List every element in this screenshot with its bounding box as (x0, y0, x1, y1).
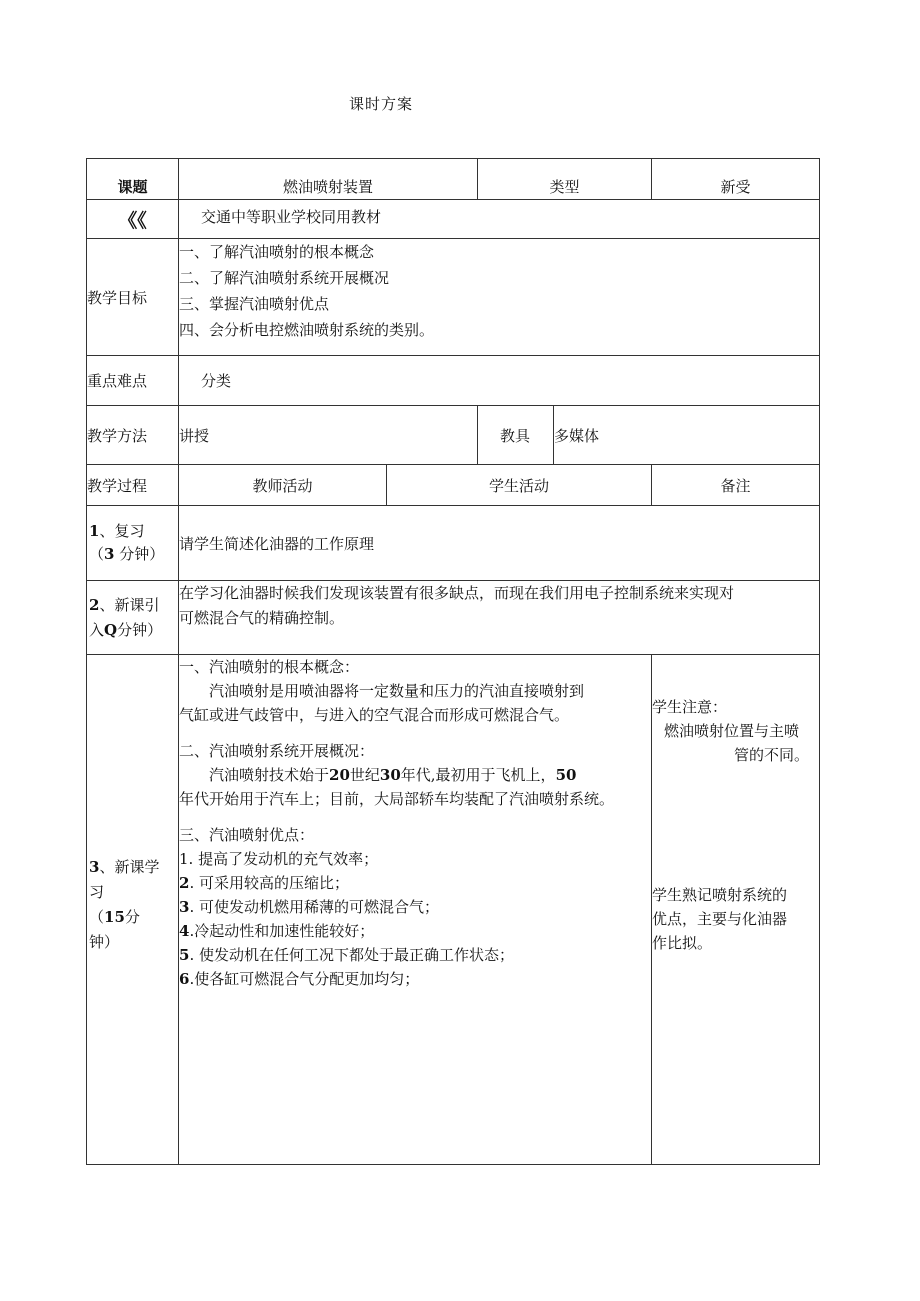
lesson-plan-table (86, 158, 820, 1165)
objective-item: 四、会分析电控燃油喷射系统的类别。 (179, 321, 435, 339)
type-value: 新受 (652, 159, 820, 200)
section-2-title: 二、汽油喷射系统开展概况： (179, 742, 375, 760)
topic-value: 燃油喷射装置 (179, 159, 478, 200)
row-method (87, 406, 820, 465)
row-intro (87, 581, 820, 655)
row-process-header (87, 465, 820, 506)
teacher-activity-header: 教师活动 (179, 465, 387, 506)
intro-label: 2、新课引 入Q分钟） (87, 581, 179, 655)
student-activity-header: 学生活动 (387, 465, 652, 506)
note-2: 学生熟记喷射系统的 优点，主要与化油器 作比拟。 (652, 886, 788, 952)
process-label: 教学过程 (87, 465, 179, 506)
advantage-item: 5. 使发动机在任何工况下都处于最正确工作状态； (179, 946, 514, 964)
keypoints-label: 重点难点 (87, 356, 179, 406)
objectives-list (179, 239, 820, 356)
row-topic (87, 159, 820, 200)
advantage-item: 6.使各缸可燃混合气分配更加均匀； (179, 970, 420, 988)
row-textbook (87, 200, 820, 239)
method-label: 教学方法 (87, 406, 179, 465)
row-new-lesson (87, 655, 820, 1165)
keypoints-value: 分类 (179, 356, 820, 406)
document-title: 课时方案 (349, 95, 414, 113)
advantage-item: 2. 可采用较高的压缩比； (179, 874, 349, 892)
row-review (87, 506, 820, 581)
tool-value: 多媒体 (554, 406, 820, 465)
row-keypoints (87, 356, 820, 406)
method-value: 讲授 (179, 406, 478, 465)
type-label: 类型 (478, 159, 652, 200)
advantage-item: 4.冷起动性和加速性能较好； (179, 922, 375, 940)
section-3-title: 三、汽油喷射优点： (179, 826, 315, 844)
advantage-item: 1. 提高了发动机的充气效率； (179, 850, 379, 868)
tool-label: 教具 (478, 406, 554, 465)
objective-item: 三、掌握汽油喷射优点 (179, 295, 330, 313)
note-header: 备注 (652, 465, 820, 506)
newlesson-content: 一、汽油喷射的根本概念： 汽油喷射是用喷油器将一定数量和压力的汽油直接喷射到 气缸或进气歧管中，与进入的空气混合而形成可燃混合气。 二、汽油喷射系统开展概况： 汽油喷射技术始于20世纪30年代,最初用于飞机上，50 年代开始用于汽车上；目前，大局部轿车均装配了汽油喷射系统。 三、汽油喷射优点： 1. 提高了发动机的充气效率； 2. 可采用较高的压缩比； 3. 可使发动机燃用稀薄的可燃混合气； 4.冷起动性和加速性能较好； 5. 使发动机在任何工况下都处于最正确工作状态； 6.使各缸可燃混合气分配更加均匀； (179, 655, 652, 1165)
newlesson-label: 3、新课学 习 （15分 钟） (87, 655, 179, 1165)
section-1-title: 一、汽油喷射的根本概念： (179, 658, 360, 676)
newlesson-notes (652, 655, 820, 1165)
intro-content: 在学习化油器时候我们发现该装置有很多缺点，而现在我们用电子控制系统来实现对 可燃混合气的精确控制。 (179, 581, 820, 655)
topic-label: 课题 (87, 159, 179, 200)
textbook-label: 《《 (87, 200, 179, 239)
note-1: 学生注意： 燃油喷射位置与主喷 管的不同。 (652, 698, 810, 764)
objectives-label: 教学目标 (87, 239, 179, 356)
objective-item: 一、了解汽油喷射的根本概念 (179, 243, 375, 261)
review-content: 请学生简述化油器的工作原理 (179, 506, 820, 581)
advantage-item: 3. 可使发动机燃用稀薄的可燃混合气； (179, 898, 439, 916)
review-label: 1、复习 （3 分钟） (87, 506, 179, 581)
row-objectives (87, 239, 820, 356)
objective-item: 二、了解汽油喷射系统开展概况 (179, 269, 390, 287)
textbook-value: 交通中等职业学校同用教材 (179, 200, 820, 239)
